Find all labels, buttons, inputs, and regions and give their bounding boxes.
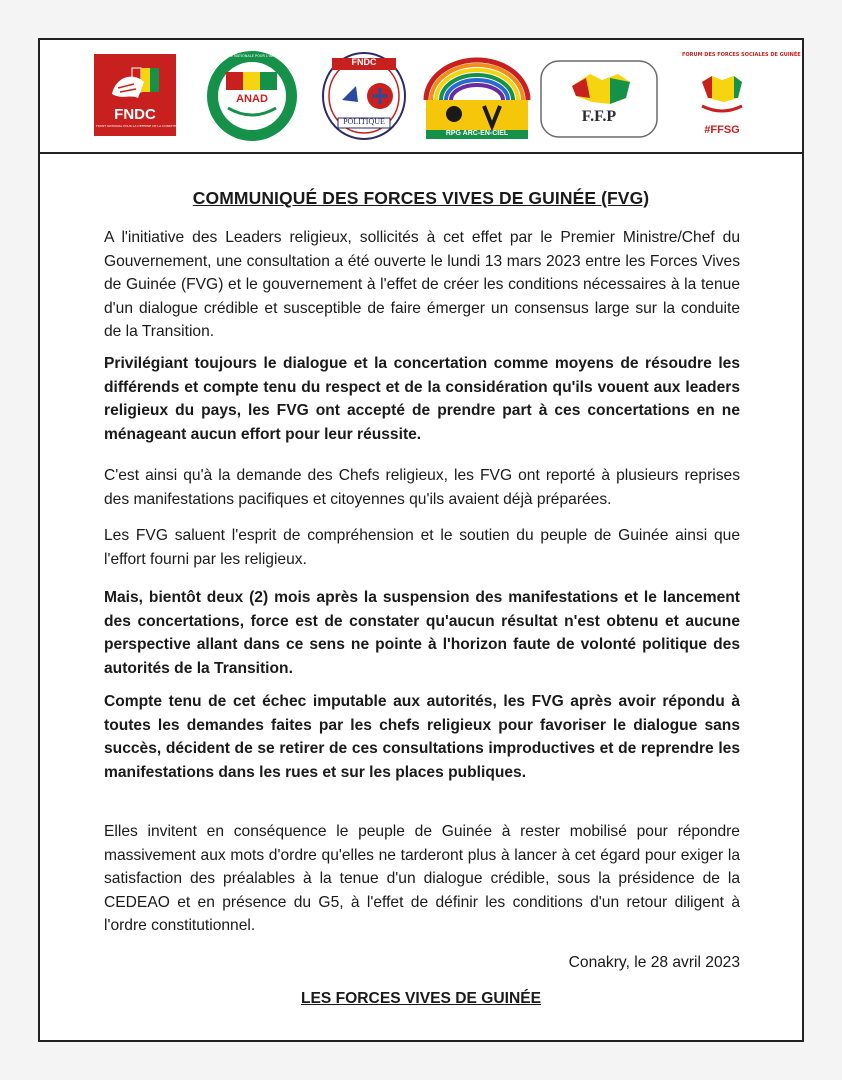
paragraph-7: Elles invitent en conséquence le peuple de Guinée à rester mobilisé pour répondre massivement aux mots d'ordre qu'elles ne tarderont plus à lancer à cet égard pour exiger la satisfaction des préalables à la tenue d'un dialogue crédible, sous la présidence de la CEDEAO et en présence du G5, à l'effet de définir les conditions d'un retour diligent à l'ordre constitutionnel. [104,823,740,934]
ffp-logo [540,60,658,138]
ffp-map-icon [540,60,658,138]
paragraph-4: Les FVG saluent l'esprit de compréhension et le soutien du peuple de Guinée ainsi que l'effort fourni par les religieux. [104,527,740,568]
fndc-politique-logo [322,52,406,140]
date-line: Conakry, le 28 avril 2023 [568,954,740,971]
ffsg-hashtag: #FFSG [704,124,740,136]
rpg-logo [418,52,536,140]
ffsg-ring-text: FORUM DES FORCES SOCIALES DE GUINÉE [682,52,801,58]
paragraph-5: Mais, bientôt deux (2) mois après la suspension des manifestations et le lancement des concertations, force est de constater qu'aucun résultat n'est obtenu et aucune perspective allant dans ce sens ne pointe à l'horizon faute de volonté politique des autorités de la Transition. [104,589,740,677]
fndc-politique-banner: POLITIQUE [343,117,385,126]
fndc-name: FNDC [114,106,156,123]
document-title: COMMUNIQUÉ DES FORCES VIVES DE GUINÉE (FVG) [192,188,650,208]
paragraph-6: Compte tenu de cet échec imputable aux autorités, les FVG après avoir répondu à toutes les demandes faites par les chefs religieux pour favoriser le dialogue sans succès, décident de se retirer de ces consultations improductives et de reprendre les manifestations dans les rues et sur les places publiques. [104,693,740,781]
rpg-name: RPG ARC-EN-CIEL [445,130,509,137]
document-frame [38,38,804,1042]
paragraph-3: C'est ainsi qu'à la demande des Chefs religieux, les FVG ont reporté à plusieurs reprises des manifestations pacifiques et citoyennes qu'ils avaient déjà préparées. [104,467,740,508]
rpg-rainbow-icon [418,52,536,140]
anad-ring-text: ALLIANCE NATIONALE POUR L'ALTERNANCE ET LA DEMOCRATIE [216,54,327,58]
logo-banner [40,40,802,154]
ffsg-logo [672,46,801,146]
paragraph-1: A l'initiative des Leaders religieux, sollicités à cet effet par le Premier Ministre/Chef du Gouvernement, une consultation a été ouverte le lundi 13 mars 2023 entre les Forces Vives de Guinée (FVG) et le gouvernement à l'effet de créer les conditions nécessaires à la tenue d'un dialogue crédible et susceptible de faire émerger un consensus large sur la conduite de la Transition. [104,229,740,340]
anad-name: ANAD [236,93,268,105]
ffp-name: F.F.P [581,108,617,125]
fndc-tagline: FRONT NATIONAL POUR LA DEFENSE DE LA CONSTITUTION [96,124,185,128]
paragraph-2: Privilégiant toujours le dialogue et la concertation comme moyens de résoudre les différends et compte tenu du respect et de la considération qu'ils vouent aux leaders religieux du pays, les FVG ont accepté de prendre part à ces concertations en ne ménageant aucun effort pour leur réussite. [104,355,740,443]
fndc-logo [94,54,185,136]
fndc-politique-name: FNDC [351,57,377,67]
signature: LES FORCES VIVES DE GUINÉE [300,990,542,1007]
anad-logo [206,50,327,142]
